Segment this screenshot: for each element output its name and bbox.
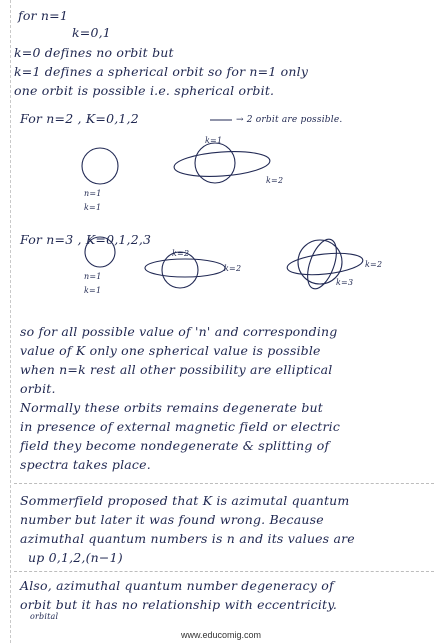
text-line: k=0,1 bbox=[72, 25, 111, 40]
text-line: For n=2 , K=0,1,2 bbox=[20, 111, 139, 126]
text-line: up 0,1,2,(n−1) bbox=[28, 550, 123, 565]
figure-label: k=1 bbox=[84, 203, 102, 212]
text-line: in presence of external magnetic field or electric bbox=[20, 419, 341, 434]
text-line: number but later it was found wrong. Because bbox=[20, 512, 324, 527]
text-line: For n=3 , K=0,1,2,3 bbox=[20, 232, 152, 247]
text-line: spectra takes place. bbox=[20, 457, 151, 472]
figure-label: k=2 bbox=[266, 176, 284, 185]
text-line: → 2 orbit are possible. bbox=[236, 115, 343, 125]
figure-label: k=3 bbox=[336, 278, 354, 287]
text-line: Sommerfield proposed that K is azimutal quantum bbox=[20, 493, 350, 508]
text-line: orbit. bbox=[20, 381, 56, 396]
text-line: orbit but it has no relationship with eccentricity. bbox=[20, 597, 338, 612]
figure-label: k=1 bbox=[84, 286, 102, 295]
text-line: azimuthal quantum numbers is n and its values are bbox=[20, 531, 355, 546]
figure-label: k=2 bbox=[365, 260, 383, 269]
text-line: one orbit is possible i.e. spherical orbit. bbox=[14, 83, 275, 98]
text-line: so for all possible value of 'n' and corresponding bbox=[20, 324, 338, 339]
figure-label: k=2 bbox=[224, 264, 242, 273]
figure-label: n=1 bbox=[84, 189, 102, 198]
figure-label: k=2 bbox=[172, 249, 190, 258]
text-line: Normally these orbits remains degenerate but bbox=[20, 400, 324, 415]
text-line: k=1 defines a spherical orbit so for n=1 only bbox=[14, 64, 309, 79]
divider bbox=[14, 571, 434, 572]
text-line: Also, azimuthal quantum number degeneracy of bbox=[20, 578, 334, 593]
text-line: for n=1 bbox=[18, 8, 68, 23]
text-line: k=0 defines no orbit but bbox=[14, 45, 174, 60]
text-line: when n=k rest all other possibility are elliptical bbox=[20, 362, 333, 377]
text-line: field they become nondegenerate & splitting of bbox=[20, 438, 330, 453]
text-line: value of K only one spherical value is possible bbox=[20, 343, 321, 358]
figure-label: n=1 bbox=[84, 272, 102, 281]
footer-watermark: www.educomig.com bbox=[180, 630, 262, 640]
annotation: orbital bbox=[30, 612, 59, 621]
figure-label: k=1 bbox=[205, 136, 223, 145]
divider bbox=[14, 483, 434, 484]
